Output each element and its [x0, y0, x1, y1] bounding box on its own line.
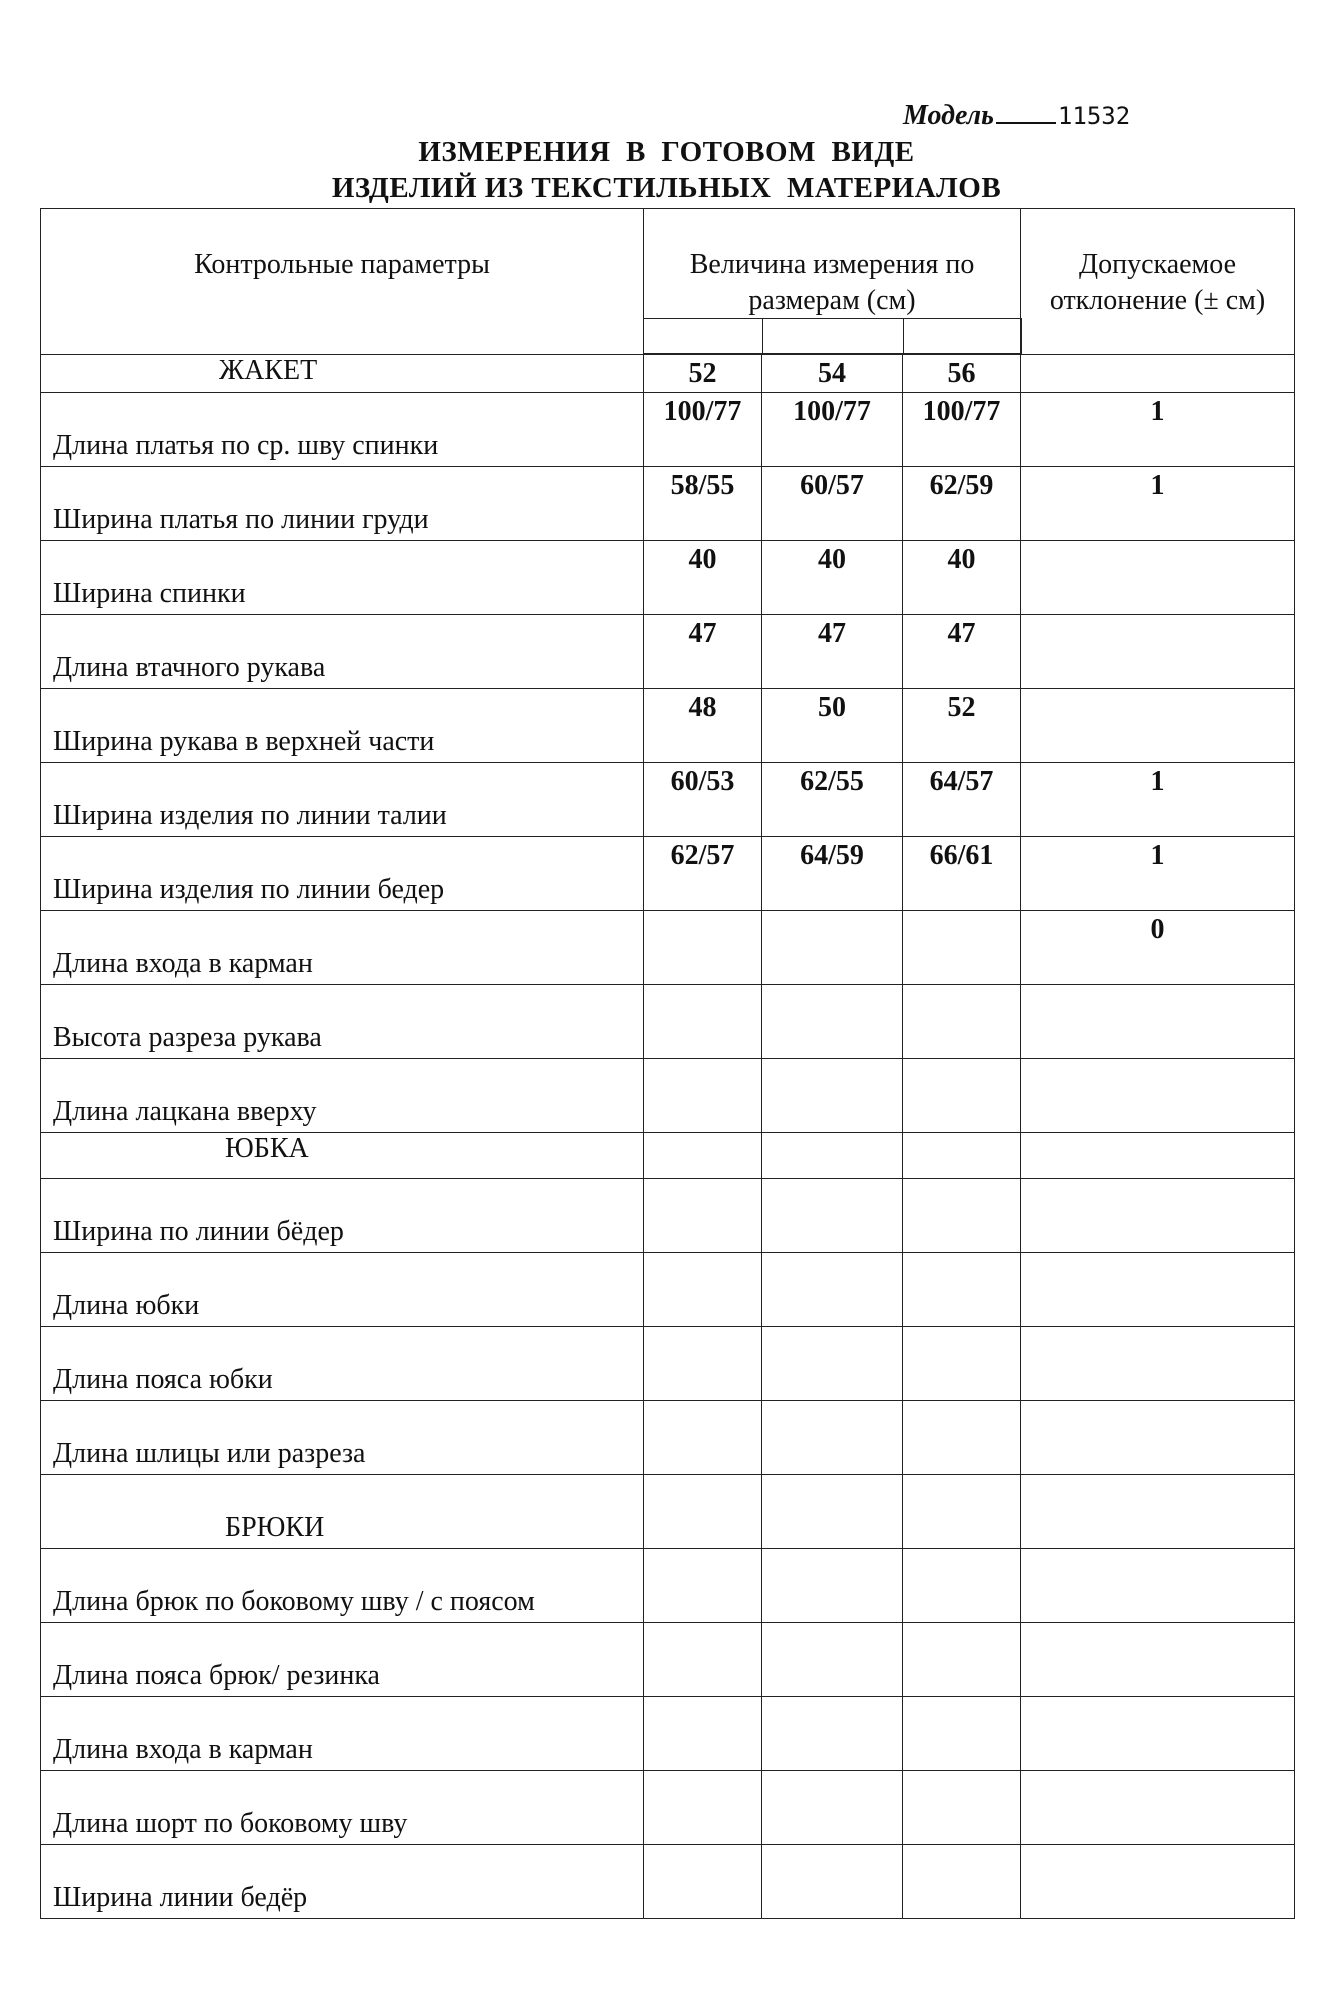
- cell-empty: [762, 1549, 903, 1623]
- row-label: Ширина рукава в верхней части: [41, 689, 644, 763]
- cell-empty: [1021, 1401, 1295, 1475]
- cell-empty: [1021, 1623, 1295, 1697]
- cell-empty: [762, 1845, 903, 1919]
- cell-tolerance: [1021, 541, 1295, 615]
- cell-empty: [1021, 1697, 1295, 1771]
- model-number: 11532: [1057, 102, 1131, 130]
- cell-empty: [1021, 1253, 1295, 1327]
- cell-56: 40: [903, 541, 1021, 615]
- cell-empty: [644, 1845, 762, 1919]
- row-label: Длина входа в карман: [41, 1697, 644, 1771]
- table-row: [41, 1059, 1295, 1133]
- cell-54: 50: [762, 689, 903, 763]
- row-label: Длина пояса юбки: [41, 1327, 644, 1401]
- cell-52: [644, 1059, 762, 1133]
- header-tolerance: [1021, 209, 1295, 355]
- cell-empty: [762, 1623, 903, 1697]
- cell-tolerance: 1: [1021, 763, 1295, 837]
- row-label: Длина лацкана вверху: [41, 1059, 644, 1133]
- cell-tolerance: [1021, 985, 1295, 1059]
- header-measure: [644, 209, 1021, 355]
- table-row: [41, 541, 1295, 615]
- table-row: [41, 1179, 1295, 1253]
- cell-empty: [1021, 1179, 1295, 1253]
- cell-56: 64/57: [903, 763, 1021, 837]
- header-subcell: [903, 319, 1021, 354]
- row-label: Высота разреза рукава: [41, 985, 644, 1059]
- cell-54: 100/77: [762, 393, 903, 467]
- cell-empty: [1021, 1549, 1295, 1623]
- cell-empty: [762, 1133, 903, 1179]
- row-label: Длина брюк по боковому шву / с поясом: [41, 1549, 644, 1623]
- row-label: Ширина изделия по линии талии: [41, 763, 644, 837]
- cell-52: 100/77: [644, 393, 762, 467]
- table-row: [41, 985, 1295, 1059]
- header-subcells: [644, 318, 1022, 354]
- row-label: Длина шорт по боковому шву: [41, 1771, 644, 1845]
- row-label: Ширина платья по линии груди: [41, 467, 644, 541]
- header-tolerance-line2: отклонение (± см): [1049, 285, 1266, 316]
- cell-56: 100/77: [903, 393, 1021, 467]
- row-label: Длина входа в карман: [41, 911, 644, 985]
- section-trousers: БРЮКИ: [41, 1475, 644, 1549]
- table-row: [41, 615, 1295, 689]
- table-row: [41, 467, 1295, 541]
- cell-52: 47: [644, 615, 762, 689]
- row-label: Длина шлицы или разреза: [41, 1401, 644, 1475]
- cell-empty: [903, 1327, 1021, 1401]
- section-row-jacket: [41, 355, 1295, 393]
- row-label: Ширина по линии бёдер: [41, 1179, 644, 1253]
- model-underline: [996, 100, 1056, 124]
- cell-empty: [1021, 1845, 1295, 1919]
- cell-52: 48: [644, 689, 762, 763]
- cell-empty: [644, 1179, 762, 1253]
- cell-56: 66/61: [903, 837, 1021, 911]
- table-row: [41, 1845, 1295, 1919]
- cell-empty: [644, 1327, 762, 1401]
- cell-tolerance: 1: [1021, 393, 1295, 467]
- table-row: [41, 1401, 1295, 1475]
- table-row: [41, 689, 1295, 763]
- cell-empty: [762, 1253, 903, 1327]
- cell-tolerance: 0: [1021, 911, 1295, 985]
- cell-54: [762, 985, 903, 1059]
- cell-empty: [644, 1401, 762, 1475]
- cell-52: [644, 911, 762, 985]
- cell-52: 62/57: [644, 837, 762, 911]
- row-label: Длина пояса брюк/ резинка: [41, 1623, 644, 1697]
- row-label: Длина платья по ср. шву спинки: [41, 393, 644, 467]
- header-measure-line1: Величина измерения по: [689, 249, 975, 280]
- cell-tolerance: 1: [1021, 837, 1295, 911]
- table-row: [41, 1623, 1295, 1697]
- measurements-table: [40, 208, 1295, 1919]
- cell-52: 58/55: [644, 467, 762, 541]
- cell-empty: [644, 1133, 762, 1179]
- row-label: Ширина изделия по линии бедер: [41, 837, 644, 911]
- cell-empty: [762, 1771, 903, 1845]
- cell-tolerance: [1021, 615, 1295, 689]
- cell-empty: [903, 1179, 1021, 1253]
- cell-empty: [903, 1697, 1021, 1771]
- cell-54: [762, 911, 903, 985]
- cell-52: 40: [644, 541, 762, 615]
- cell-empty: [644, 1253, 762, 1327]
- table-row: [41, 1253, 1295, 1327]
- cell-empty: [762, 1475, 903, 1549]
- cell-56: [903, 985, 1021, 1059]
- cell-52: 60/53: [644, 763, 762, 837]
- size-52: 52: [644, 355, 762, 393]
- cell-56: 47: [903, 615, 1021, 689]
- cell-empty: [762, 1327, 903, 1401]
- header-params: [41, 209, 644, 355]
- cell-52: [644, 985, 762, 1059]
- title-line-2: ИЗДЕЛИЙ ИЗ ТЕКСТИЛЬНЫХ МАТЕРИАЛОВ: [331, 172, 1002, 204]
- row-label: Ширина спинки: [41, 541, 644, 615]
- cell-empty: [644, 1623, 762, 1697]
- cell-empty: [1021, 1771, 1295, 1845]
- model-label: [903, 100, 1130, 132]
- table-row: [41, 393, 1295, 467]
- section-jacket: ЖАКЕТ: [41, 355, 644, 393]
- cell-empty: [762, 1179, 903, 1253]
- table-row: [41, 837, 1295, 911]
- cell-empty: [903, 1401, 1021, 1475]
- cell-empty: [903, 1845, 1021, 1919]
- cell-empty: [644, 1549, 762, 1623]
- cell-54: 64/59: [762, 837, 903, 911]
- table-row: [41, 763, 1295, 837]
- cell-54: 47: [762, 615, 903, 689]
- cell-empty: [762, 1401, 903, 1475]
- cell-54: [762, 1059, 903, 1133]
- cell-56: [903, 911, 1021, 985]
- cell-empty: [1021, 1475, 1295, 1549]
- row-label: Длина юбки: [41, 1253, 644, 1327]
- header-measure-text: [644, 209, 1020, 319]
- cell-empty: [903, 1771, 1021, 1845]
- cell-empty: [903, 1623, 1021, 1697]
- row-label: Ширина линии бедёр: [41, 1845, 644, 1919]
- cell-empty: [1021, 1133, 1295, 1179]
- cell-empty: [903, 1475, 1021, 1549]
- cell-empty: [903, 1253, 1021, 1327]
- table-row: [41, 911, 1295, 985]
- section-row-trousers: [41, 1475, 1295, 1549]
- cell-56: 52: [903, 689, 1021, 763]
- cell-tolerance: 1: [1021, 467, 1295, 541]
- section-row-skirt: [41, 1133, 1295, 1179]
- size-56: 56: [903, 355, 1021, 393]
- cell-54: 62/55: [762, 763, 903, 837]
- header-measure-line2: размерам (см): [748, 285, 916, 316]
- cell-54: 40: [762, 541, 903, 615]
- cell-empty: [903, 1133, 1021, 1179]
- header-subcell: [644, 319, 762, 354]
- cell-56: 62/59: [903, 467, 1021, 541]
- table-row: [41, 1549, 1295, 1623]
- header-subcell: [762, 319, 903, 354]
- cell-empty: [903, 1549, 1021, 1623]
- table-header-row: [41, 209, 1295, 355]
- cell-tolerance: [1021, 1059, 1295, 1133]
- section-skirt: ЮБКА: [41, 1133, 644, 1179]
- title-line-1: ИЗМЕРЕНИЯ В ГОТОВОМ ВИДЕ: [418, 136, 915, 168]
- table-row: [41, 1697, 1295, 1771]
- row-label: Длина втачного рукава: [41, 615, 644, 689]
- cell-empty: [762, 1697, 903, 1771]
- size-tolerance-empty: [1021, 355, 1295, 393]
- cell-54: 60/57: [762, 467, 903, 541]
- header-params-text: Контрольные параметры: [194, 249, 490, 280]
- cell-empty: [644, 1475, 762, 1549]
- cell-tolerance: [1021, 689, 1295, 763]
- cell-56: [903, 1059, 1021, 1133]
- header-tolerance-line1: Допускаемое: [1079, 249, 1237, 280]
- table-row: [41, 1327, 1295, 1401]
- cell-empty: [1021, 1327, 1295, 1401]
- cell-empty: [644, 1771, 762, 1845]
- size-54: 54: [762, 355, 903, 393]
- table-row: [41, 1771, 1295, 1845]
- cell-empty: [644, 1697, 762, 1771]
- model-label-text: Модель: [903, 100, 994, 131]
